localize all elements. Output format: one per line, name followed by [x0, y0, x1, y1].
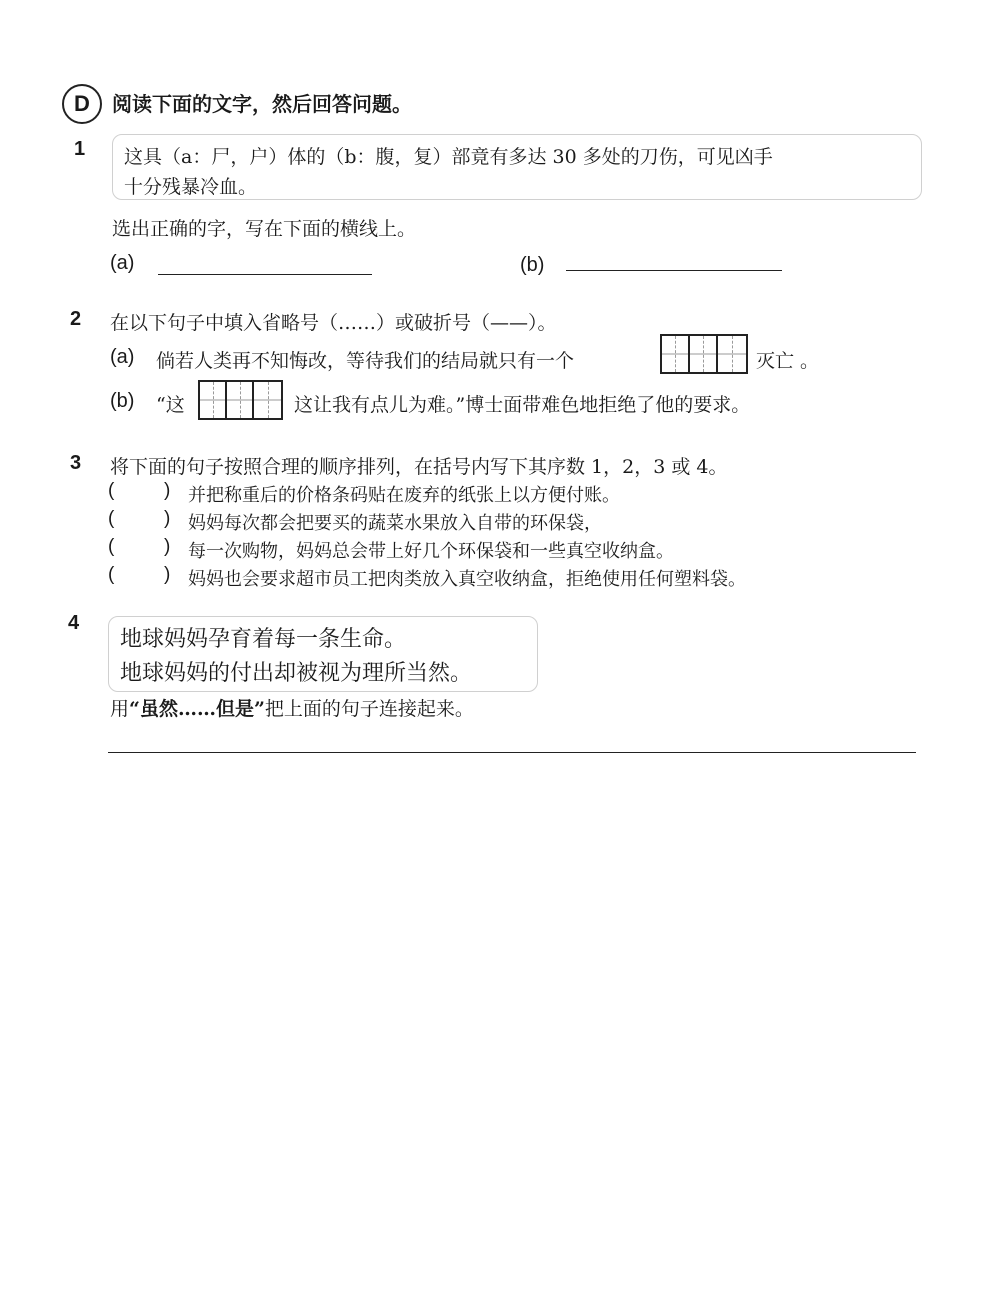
q2-b-start: “这: [156, 394, 185, 416]
q3-item-1: 并把称重后的价格条码贴在废弃的纸张上以方便付账。: [188, 485, 620, 506]
q3-paren-close: ): [164, 508, 171, 529]
q2-a-end: 灭亡 。: [756, 350, 820, 372]
q1-answer-line-a[interactable]: [158, 274, 372, 275]
q2-a-label: (a): [110, 346, 135, 368]
q3-paren-open: (: [108, 480, 115, 501]
q2-b-text: 这让我有点儿为难。”博士面带难色地拒绝了他的要求。: [294, 394, 751, 416]
q3-answer-slot-2[interactable]: [120, 508, 171, 530]
grid-cell[interactable]: [718, 336, 746, 372]
q3-paren-close: ): [164, 480, 171, 501]
grid-cell[interactable]: [227, 382, 254, 418]
q4-answer-line[interactable]: [108, 752, 916, 753]
q3-answer-slot-3[interactable]: [120, 536, 171, 558]
q4-sentence-2: 地球妈妈的付出却被视为理所当然。: [120, 661, 473, 686]
q3-paren-close: ): [164, 564, 171, 585]
q4-sentence-1: 地球妈妈孕育着每一条生命。: [120, 627, 407, 652]
q2-a-answer-grid[interactable]: [660, 334, 748, 374]
q3-paren-open: (: [108, 536, 115, 557]
q1-passage-line2: 十分残暴冷血。: [124, 176, 258, 198]
q1-instruction: 选出正确的字，写在下面的横线上。: [112, 218, 417, 240]
q3-answer-slot-4[interactable]: [120, 564, 171, 586]
question-2-number: 2: [70, 308, 82, 330]
q1-label-b: (b): [520, 254, 545, 276]
q3-item-3: 每一次购物，妈妈总会带上好几个环保袋和一些真空收纳盒。: [188, 541, 674, 562]
q3-instruction: 将下面的句子按照合理的顺序排列，在括号内写下其序数 1，2，3 或 4。: [110, 456, 728, 478]
section-badge: D: [62, 84, 102, 124]
question-1-number: 1: [74, 138, 86, 160]
grid-cell[interactable]: [662, 336, 690, 372]
q1-answer-line-b[interactable]: [566, 270, 782, 271]
q3-item-2: 妈妈每次都会把要买的蔬菜水果放入自带的环保袋，: [188, 513, 602, 534]
q2-b-label: (b): [110, 390, 135, 412]
grid-cell[interactable]: [254, 382, 281, 418]
q4-instruction-post: 把上面的句子连接起来。: [264, 698, 474, 720]
section-title: 阅读下面的文字，然后回答问题。: [112, 92, 412, 116]
q2-instruction: 在以下句子中填入省略号（……）或破折号（——）。: [110, 312, 557, 334]
q4-instruction: [110, 694, 474, 721]
q2-a-text: 倘若人类再不知悔改，等待我们的结局就只有一个: [156, 350, 575, 372]
q1-passage-line1: 这具（a：尸，户）体的（b：腹，复）部竟有多达 30 多处的刀伤，可见凶手: [124, 146, 773, 168]
q3-paren-open: (: [108, 564, 115, 585]
q1-label-a: (a): [110, 252, 135, 274]
q3-answer-slot-1[interactable]: [120, 480, 171, 502]
q4-instruction-pre: 用: [110, 698, 130, 720]
question-3-number: 3: [70, 452, 82, 474]
q2-b-answer-grid[interactable]: [198, 380, 283, 420]
grid-cell[interactable]: [200, 382, 227, 418]
q3-item-4: 妈妈也会要求超市员工把肉类放入真空收纳盒，拒绝使用任何塑料袋。: [188, 569, 746, 590]
question-4-number: 4: [68, 612, 80, 634]
grid-cell[interactable]: [690, 336, 718, 372]
q4-instruction-keyword: “虽然……但是”: [129, 698, 265, 720]
q3-paren-close: ): [164, 536, 171, 557]
q3-paren-open: (: [108, 508, 115, 529]
